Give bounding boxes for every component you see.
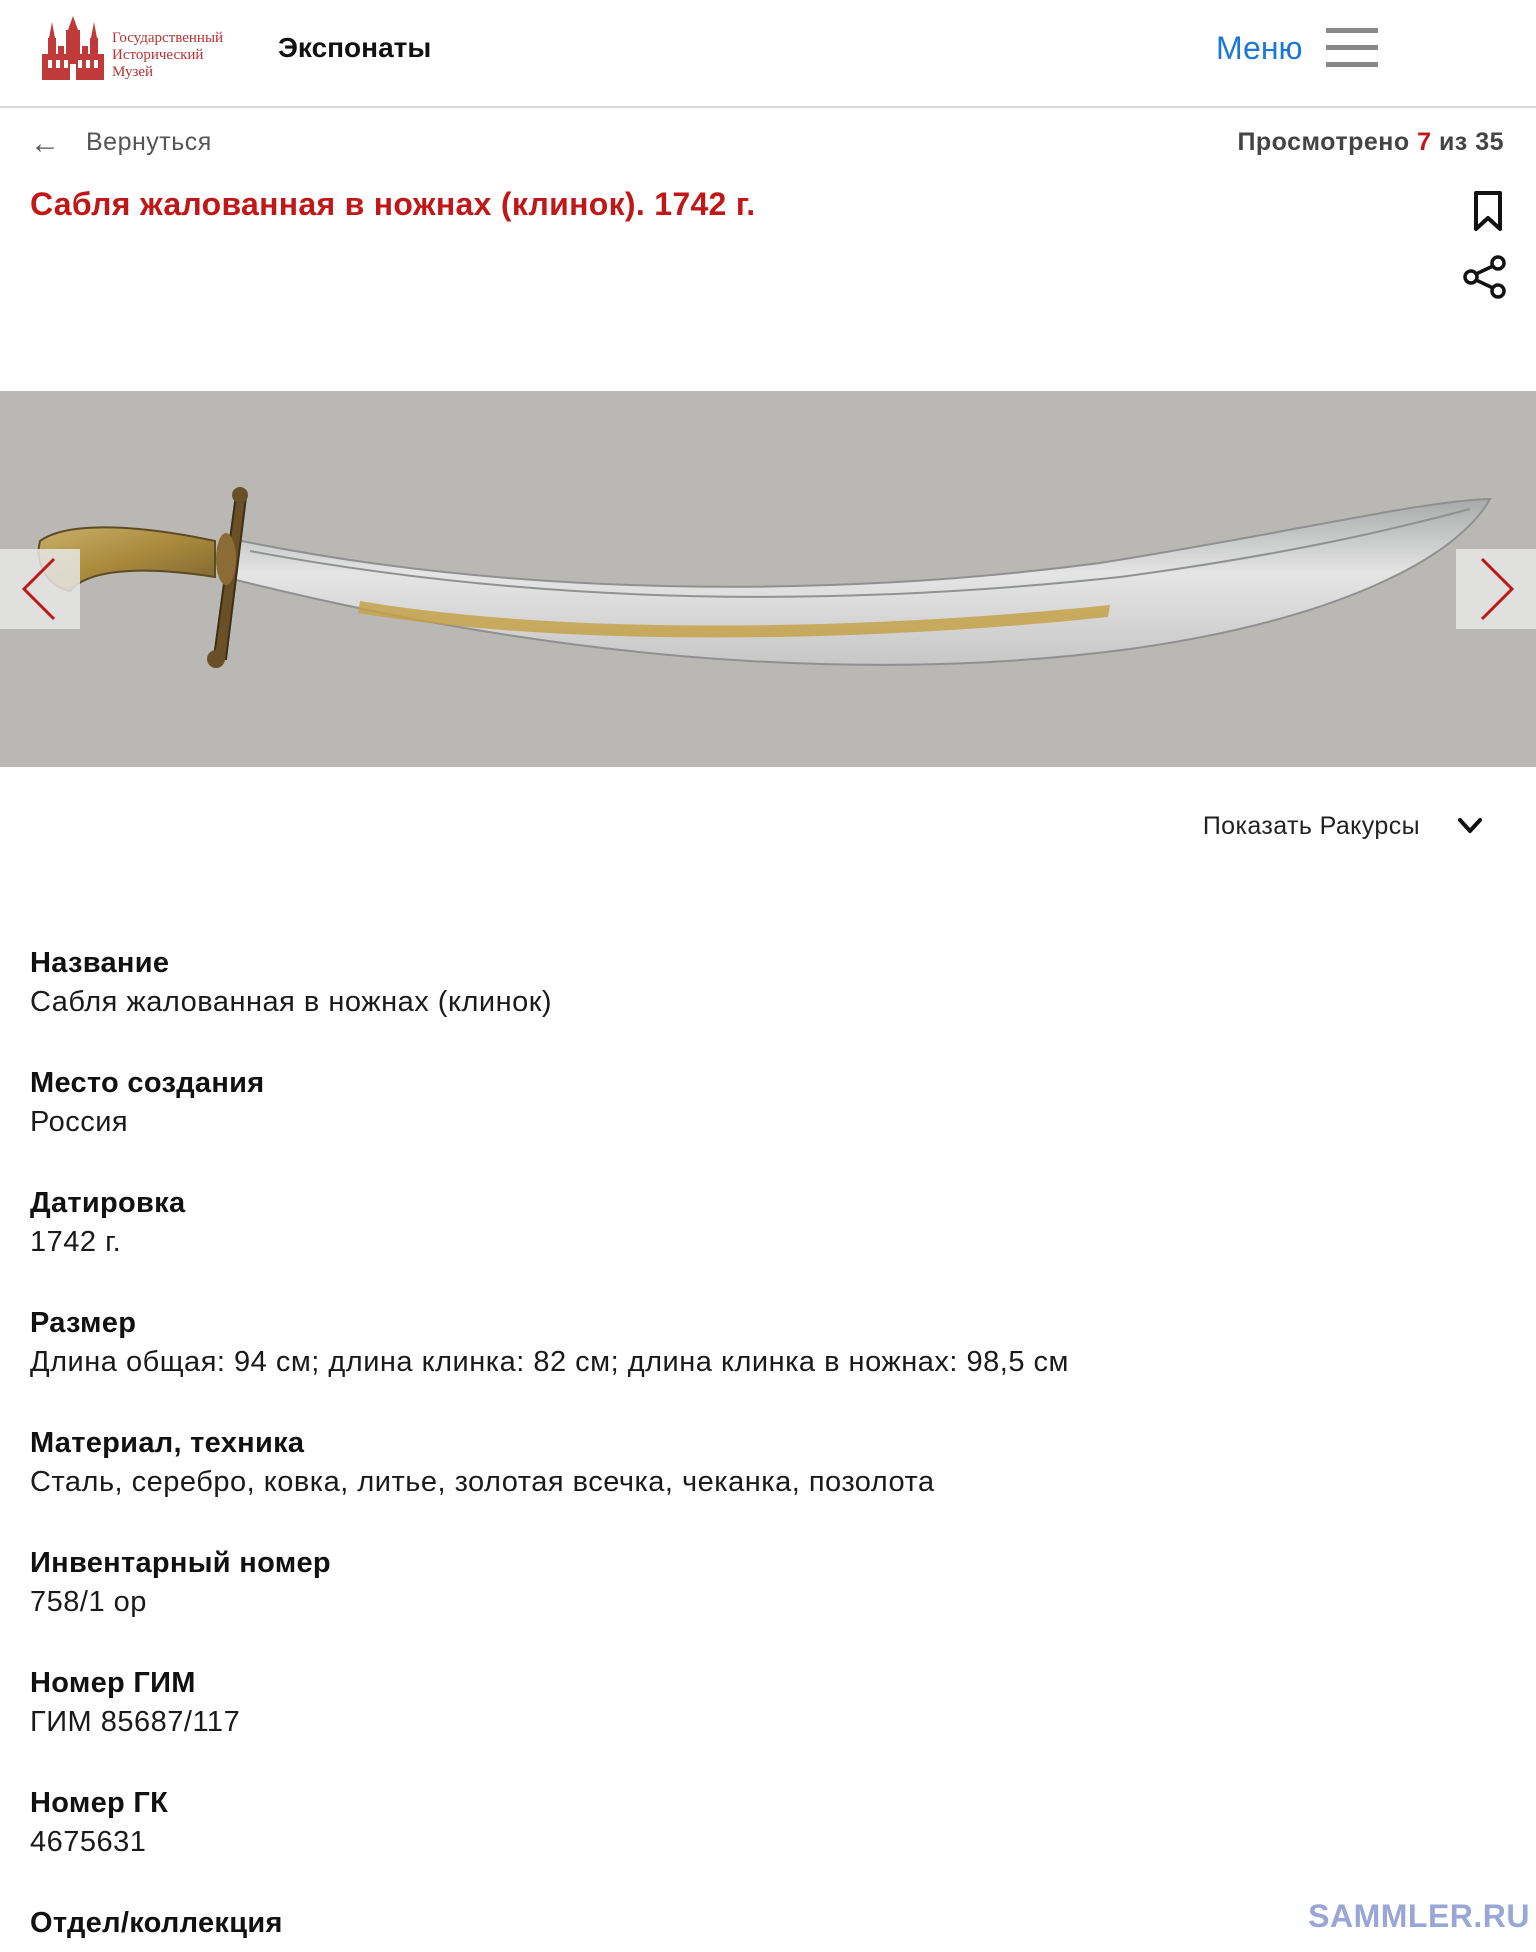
logo-line-2: Исторический <box>112 47 204 63</box>
gallery-prev-button[interactable] <box>0 549 80 629</box>
detail-value: Сталь, серебро, ковка, литье, золотая всечка, чеканка, позолота <box>30 1466 935 1498</box>
detail-label: Материал, техника <box>30 1427 305 1459</box>
viewed-total: 35 <box>1475 128 1504 156</box>
detail-label: Номер ГК <box>30 1787 169 1819</box>
viewed-counter <box>1237 128 1504 157</box>
detail-gk-number <box>30 1784 1490 1904</box>
detail-value: ГИМ 85687/117 <box>30 1706 241 1738</box>
exhibit-image[interactable] <box>0 391 1536 767</box>
share-icon[interactable] <box>1462 254 1508 300</box>
viewed-current: 7 <box>1417 128 1432 156</box>
detail-label: Номер ГИМ <box>30 1667 196 1699</box>
detail-value: Россия <box>30 1106 129 1138</box>
detail-label: Название <box>30 947 170 979</box>
logo-line-1: Государственный <box>112 30 224 46</box>
watermark: SAMMLER.RU <box>1308 1898 1530 1934</box>
museum-logo[interactable] <box>38 14 248 86</box>
detail-date <box>30 1184 1490 1304</box>
site-header <box>0 0 1536 108</box>
back-link[interactable]: Вернуться <box>86 128 212 156</box>
logo-line-3: Музей <box>112 64 154 80</box>
detail-label: Инвентарный номер <box>30 1547 331 1579</box>
detail-value: 1742 г. <box>30 1226 122 1258</box>
gallery-next-button[interactable] <box>1456 549 1536 629</box>
detail-gim-number <box>30 1664 1490 1784</box>
detail-value: Длина общая: 94 см; длина клинка: 82 см; длина клинка в ножнах: 98,5 см <box>30 1346 1069 1378</box>
exhibit-details <box>30 944 1490 1952</box>
exhibit-title: Сабля жалованная в ножнах (клинок). 1742 г. <box>30 186 756 222</box>
detail-label: Размер <box>30 1307 137 1339</box>
hamburger-menu-icon[interactable] <box>1326 28 1378 68</box>
detail-name <box>30 944 1490 1064</box>
back-arrow-icon[interactable]: ← <box>30 127 60 160</box>
detail-label: Отдел/коллекция <box>30 1907 283 1939</box>
detail-size <box>30 1304 1490 1424</box>
chevron-left-icon <box>0 549 80 629</box>
bookmark-icon[interactable] <box>1472 190 1504 232</box>
show-angles-toggle[interactable]: Показать Ракурсы <box>1202 812 1420 840</box>
detail-place <box>30 1064 1490 1184</box>
chevron-down-icon[interactable] <box>1456 814 1484 838</box>
detail-value: Сабля жалованная в ножнах (клинок) <box>30 986 553 1018</box>
header-title[interactable]: Экспонаты <box>278 32 432 63</box>
detail-label: Место создания <box>30 1067 265 1099</box>
chevron-right-icon <box>1456 549 1536 629</box>
sabre-illustration <box>0 391 1536 767</box>
detail-inventory <box>30 1544 1490 1664</box>
menu-button-label[interactable]: Меню <box>1216 30 1303 66</box>
detail-label: Датировка <box>30 1187 186 1219</box>
logo-text <box>112 30 252 81</box>
detail-value: 4675631 <box>30 1826 147 1858</box>
museum-building-icon <box>38 14 108 84</box>
viewed-middle: из <box>1438 128 1468 156</box>
detail-collection <box>30 1904 1490 1952</box>
detail-material <box>30 1424 1490 1544</box>
viewed-prefix: Просмотрено <box>1237 128 1410 156</box>
detail-value: 758/1 ор <box>30 1586 147 1618</box>
